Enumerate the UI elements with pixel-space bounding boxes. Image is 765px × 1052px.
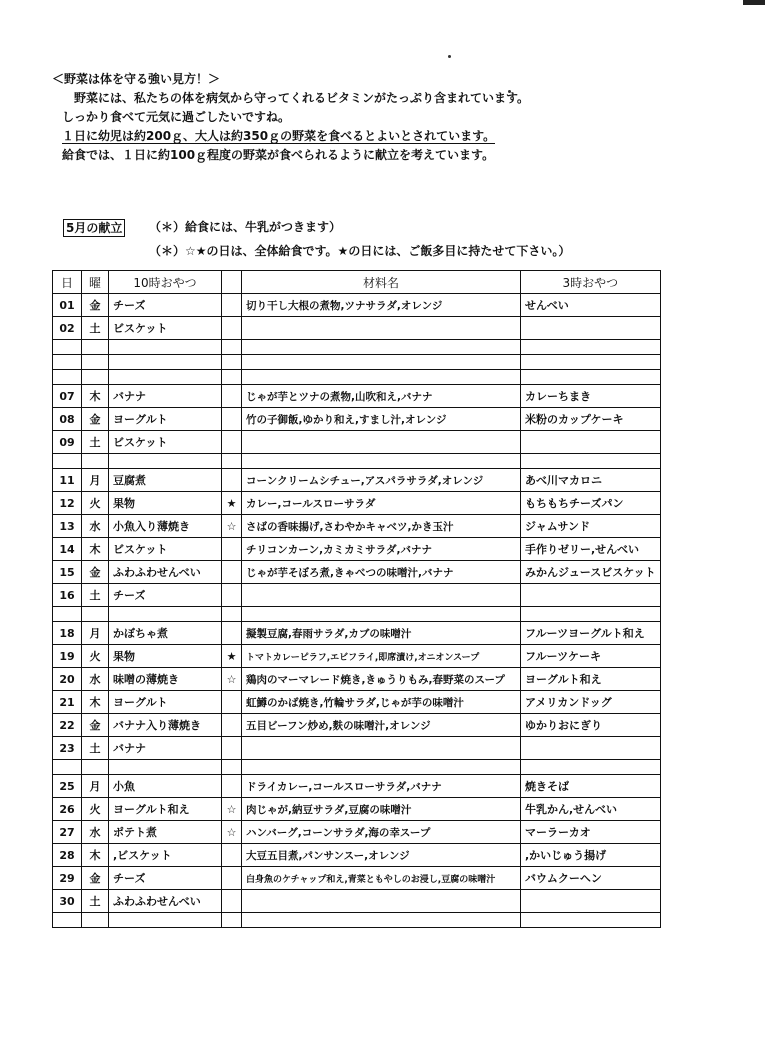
morning-snack-cell: チーズ — [109, 867, 222, 890]
star-cell — [222, 775, 242, 798]
morning-snack-cell — [109, 454, 222, 469]
afternoon-snack-cell — [521, 890, 661, 913]
morning-snack-cell — [109, 340, 222, 355]
weekday-cell: 月 — [82, 622, 109, 645]
star-cell: ☆ — [222, 821, 242, 844]
ingredients-cell: カレー,コールスローサラダ — [242, 492, 521, 515]
intro-section — [52, 70, 702, 165]
weekday-cell — [82, 913, 109, 928]
afternoon-snack-cell: 焼きそば — [521, 775, 661, 798]
star-cell — [222, 890, 242, 913]
afternoon-snack-cell: 牛乳かん,せんべい — [521, 798, 661, 821]
afternoon-snack-cell: 手作りゼリー,せんべい — [521, 538, 661, 561]
morning-snack-cell — [109, 370, 222, 385]
afternoon-snack-cell — [521, 370, 661, 385]
table-row — [53, 867, 661, 890]
morning-snack-cell: ビスケット — [109, 317, 222, 340]
weekday-cell: 火 — [82, 798, 109, 821]
star-cell — [222, 913, 242, 928]
star-cell — [222, 867, 242, 890]
header-morning-snack: 10時おやつ — [109, 271, 222, 294]
ingredients-cell: 鶏肉のマーマレード焼き,きゅうりもみ,春野菜のスープ — [242, 668, 521, 691]
afternoon-snack-cell — [521, 584, 661, 607]
day-cell — [53, 760, 82, 775]
afternoon-snack-cell: バウムクーヘン — [521, 867, 661, 890]
weekday-cell: 月 — [82, 469, 109, 492]
weekday-cell — [82, 607, 109, 622]
morning-snack-cell — [109, 355, 222, 370]
day-cell: 27 — [53, 821, 82, 844]
ingredients-cell: じゃが芋とツナの煮物,山吹和え,バナナ — [242, 385, 521, 408]
star-cell — [222, 760, 242, 775]
morning-snack-cell: バナナ — [109, 737, 222, 760]
afternoon-snack-cell: ヨーグルト和え — [521, 668, 661, 691]
menu-table — [52, 270, 661, 928]
afternoon-snack-cell: みかんジュースビスケット — [521, 561, 661, 584]
ingredients-cell — [242, 607, 521, 622]
table-row — [53, 622, 661, 645]
day-cell: 12 — [53, 492, 82, 515]
table-row — [53, 538, 661, 561]
afternoon-snack-cell — [521, 431, 661, 454]
star-cell: ☆ — [222, 515, 242, 538]
morning-snack-cell: ふわふわせんべい — [109, 561, 222, 584]
weekday-cell: 月 — [82, 775, 109, 798]
header-weekday: 曜 — [82, 271, 109, 294]
star-cell — [222, 714, 242, 737]
afternoon-snack-cell: フルーツヨーグルト和え — [521, 622, 661, 645]
day-cell: 01 — [53, 294, 82, 317]
ingredients-cell — [242, 737, 521, 760]
scan-speck — [448, 55, 451, 58]
day-cell — [53, 607, 82, 622]
morning-snack-cell: 果物 — [109, 492, 222, 515]
weekday-cell — [82, 760, 109, 775]
star-cell — [222, 408, 242, 431]
weekday-cell: 木 — [82, 691, 109, 714]
table-row — [53, 737, 661, 760]
day-cell — [53, 913, 82, 928]
afternoon-snack-cell — [521, 760, 661, 775]
day-cell — [53, 454, 82, 469]
ingredients-cell: チリコンカーン,カミカミサラダ,バナナ — [242, 538, 521, 561]
day-cell — [53, 340, 82, 355]
afternoon-snack-cell: せんべい — [521, 294, 661, 317]
header-star — [222, 271, 242, 294]
ingredients-cell: ドライカレー,コールスローサラダ,バナナ — [242, 775, 521, 798]
afternoon-snack-cell: マーラーカオ — [521, 821, 661, 844]
afternoon-snack-cell — [521, 340, 661, 355]
morning-snack-cell: 小魚入り薄焼き — [109, 515, 222, 538]
table-row — [53, 492, 661, 515]
star-cell — [222, 607, 242, 622]
weekday-cell: 土 — [82, 584, 109, 607]
ingredients-cell — [242, 317, 521, 340]
ingredients-cell: 擬製豆腐,春雨サラダ,カブの味噌汁 — [242, 622, 521, 645]
day-cell: 09 — [53, 431, 82, 454]
morning-snack-cell: チーズ — [109, 294, 222, 317]
star-cell — [222, 561, 242, 584]
star-cell — [222, 385, 242, 408]
ingredients-cell — [242, 584, 521, 607]
star-cell — [222, 454, 242, 469]
star-cell: ★ — [222, 645, 242, 668]
morning-snack-cell — [109, 913, 222, 928]
afternoon-snack-cell: アメリカンドッグ — [521, 691, 661, 714]
weekday-cell — [82, 370, 109, 385]
header-ingredients: 材料名 — [242, 271, 521, 294]
star-cell: ☆ — [222, 668, 242, 691]
ingredients-cell — [242, 355, 521, 370]
ingredients-cell — [242, 431, 521, 454]
star-cell — [222, 737, 242, 760]
day-cell: 25 — [53, 775, 82, 798]
table-row — [53, 469, 661, 492]
weekday-cell: 木 — [82, 385, 109, 408]
day-cell: 28 — [53, 844, 82, 867]
day-cell: 26 — [53, 798, 82, 821]
ingredients-cell: 切り干し大根の煮物,ツナサラダ,オレンジ — [242, 294, 521, 317]
star-cell: ★ — [222, 492, 242, 515]
day-cell: 08 — [53, 408, 82, 431]
table-row — [53, 821, 661, 844]
weekday-cell: 金 — [82, 867, 109, 890]
ingredients-cell — [242, 370, 521, 385]
day-cell: 29 — [53, 867, 82, 890]
weekday-cell: 木 — [82, 538, 109, 561]
table-row — [53, 691, 661, 714]
star-cell — [222, 691, 242, 714]
ingredients-cell: トマトカレーピラフ,エビフライ,即席漬け,オニオンスープ — [242, 645, 521, 668]
table-row — [53, 431, 661, 454]
afternoon-snack-cell: カレーちまき — [521, 385, 661, 408]
morning-snack-cell: バナナ入り薄焼き — [109, 714, 222, 737]
table-row — [53, 645, 661, 668]
ingredients-cell — [242, 913, 521, 928]
star-cell — [222, 469, 242, 492]
weekday-cell: 土 — [82, 431, 109, 454]
morning-snack-cell: かぼちゃ煮 — [109, 622, 222, 645]
ingredients-cell: じゃが芋そぼろ煮,きゃべつの味噌汁,バナナ — [242, 561, 521, 584]
table-row — [53, 890, 661, 913]
table-spacer-row — [53, 355, 661, 370]
intro-title: ＜野菜は体を守る強い見方！＞ — [52, 72, 221, 86]
morning-snack-cell: ふわふわせんべい — [109, 890, 222, 913]
table-spacer-row — [53, 370, 661, 385]
weekday-cell: 金 — [82, 408, 109, 431]
weekday-cell: 土 — [82, 317, 109, 340]
table-row — [53, 844, 661, 867]
day-cell: 20 — [53, 668, 82, 691]
table-spacer-row — [53, 340, 661, 355]
weekday-cell: 水 — [82, 515, 109, 538]
day-cell — [53, 370, 82, 385]
star-cell — [222, 370, 242, 385]
morning-snack-cell: 豆腐煮 — [109, 469, 222, 492]
weekday-cell: 金 — [82, 561, 109, 584]
ingredients-cell: 肉じゃが,納豆サラダ,豆腐の味噌汁 — [242, 798, 521, 821]
milk-note: （＊）給食には、牛乳がつきます） — [149, 220, 342, 234]
day-cell — [53, 355, 82, 370]
afternoon-snack-cell: ゆかりおにぎり — [521, 714, 661, 737]
ingredients-cell: さばの香味揚げ,さわやかキャベツ,かき玉汁 — [242, 515, 521, 538]
table-row — [53, 317, 661, 340]
day-cell: 21 — [53, 691, 82, 714]
star-cell — [222, 340, 242, 355]
morning-snack-cell: ビスケット — [109, 538, 222, 561]
afternoon-snack-cell: ジャムサンド — [521, 515, 661, 538]
weekday-cell: 水 — [82, 668, 109, 691]
table-spacer-row — [53, 913, 661, 928]
ingredients-cell: 虹鱒のかば焼き,竹輪サラダ,じゃが芋の味噌汁 — [242, 691, 521, 714]
table-row — [53, 408, 661, 431]
weekday-cell: 火 — [82, 492, 109, 515]
star-cell — [222, 584, 242, 607]
afternoon-snack-cell — [521, 607, 661, 622]
afternoon-snack-cell — [521, 355, 661, 370]
weekday-cell: 火 — [82, 645, 109, 668]
afternoon-snack-cell: あべ川マカロニ — [521, 469, 661, 492]
menu-label: 5月の献立 — [63, 219, 125, 237]
weekday-cell — [82, 340, 109, 355]
star-note: （＊）☆★の日は、全体給食です。★の日には、ご飯多目に持たせて下さい。） — [149, 244, 571, 258]
table-spacer-row — [53, 454, 661, 469]
day-cell: 02 — [53, 317, 82, 340]
star-cell — [222, 844, 242, 867]
afternoon-snack-cell — [521, 913, 661, 928]
afternoon-snack-cell: ,かいじゅう揚げ — [521, 844, 661, 867]
table-row — [53, 294, 661, 317]
star-cell — [222, 622, 242, 645]
ingredients-cell: 五目ビーフン炒め,麩の味噌汁,オレンジ — [242, 714, 521, 737]
header-day: 日 — [53, 271, 82, 294]
table-row — [53, 798, 661, 821]
afternoon-snack-cell: もちもちチーズパン — [521, 492, 661, 515]
weekday-cell — [82, 355, 109, 370]
day-cell: 14 — [53, 538, 82, 561]
afternoon-snack-cell — [521, 317, 661, 340]
morning-snack-cell: 果物 — [109, 645, 222, 668]
morning-snack-cell: 小魚 — [109, 775, 222, 798]
day-cell: 15 — [53, 561, 82, 584]
table-row — [53, 775, 661, 798]
table-row — [53, 714, 661, 737]
table-row — [53, 385, 661, 408]
ingredients-cell: ハンバーグ,コーンサラダ,海の幸スープ — [242, 821, 521, 844]
weekday-cell — [82, 454, 109, 469]
weekday-cell: 土 — [82, 737, 109, 760]
weekday-cell: 金 — [82, 714, 109, 737]
intro-line-1: 野菜には、私たちの体を病気から守ってくれるビタミンがたっぷり含まれています。 — [74, 91, 530, 105]
ingredients-cell — [242, 454, 521, 469]
table-spacer-row — [53, 760, 661, 775]
day-cell: 30 — [53, 890, 82, 913]
morning-snack-cell: ビスケット — [109, 431, 222, 454]
ingredients-cell: 大豆五目煮,パンサンスー,オレンジ — [242, 844, 521, 867]
ingredients-cell: 白身魚のケチャップ和え,青菜ともやしのお浸し,豆腐の味噌汁 — [242, 867, 521, 890]
morning-snack-cell — [109, 760, 222, 775]
weekday-cell: 土 — [82, 890, 109, 913]
day-cell: 13 — [53, 515, 82, 538]
day-cell: 16 — [53, 584, 82, 607]
morning-snack-cell — [109, 607, 222, 622]
morning-snack-cell: 味噌の薄焼き — [109, 668, 222, 691]
morning-snack-cell: ヨーグルト — [109, 691, 222, 714]
afternoon-snack-cell — [521, 737, 661, 760]
star-cell: ☆ — [222, 798, 242, 821]
afternoon-snack-cell: フルーツケーキ — [521, 645, 661, 668]
afternoon-snack-cell: 米粉のカップケーキ — [521, 408, 661, 431]
day-cell: 11 — [53, 469, 82, 492]
day-cell: 22 — [53, 714, 82, 737]
intro-line-3: １日に幼児は約200ｇ、大人は約350ｇの野菜を食べるとよいとされています。 — [62, 129, 496, 143]
afternoon-snack-cell — [521, 454, 661, 469]
ingredients-cell — [242, 760, 521, 775]
scan-mark — [743, 0, 765, 5]
morning-snack-cell: ,ビスケット — [109, 844, 222, 867]
weekday-cell: 水 — [82, 821, 109, 844]
star-cell — [222, 355, 242, 370]
table-row — [53, 515, 661, 538]
star-cell — [222, 317, 242, 340]
morning-snack-cell: ポテト煮 — [109, 821, 222, 844]
day-cell: 19 — [53, 645, 82, 668]
table-row — [53, 561, 661, 584]
star-cell — [222, 538, 242, 561]
weekday-cell: 木 — [82, 844, 109, 867]
ingredients-cell: 竹の子御飯,ゆかり和え,すまし汁,オレンジ — [242, 408, 521, 431]
table-row — [53, 584, 661, 607]
star-cell — [222, 431, 242, 454]
intro-line-2: しっかり食べて元気に過ごしたいですね。 — [62, 110, 291, 124]
intro-line-4: 給食では、１日に約100ｇ程度の野菜が食べられるように献立を考えています。 — [62, 148, 495, 162]
star-cell — [222, 294, 242, 317]
header-afternoon-snack: 3時おやつ — [521, 271, 661, 294]
morning-snack-cell: ヨーグルト和え — [109, 798, 222, 821]
day-cell: 18 — [53, 622, 82, 645]
ingredients-cell: コーンクリームシチュー,アスパラサラダ,オレンジ — [242, 469, 521, 492]
day-cell: 23 — [53, 737, 82, 760]
day-cell: 07 — [53, 385, 82, 408]
table-spacer-row — [53, 607, 661, 622]
morning-snack-cell: チーズ — [109, 584, 222, 607]
morning-snack-cell: ヨーグルト — [109, 408, 222, 431]
ingredients-cell — [242, 340, 521, 355]
table-header-row — [53, 271, 661, 294]
table-row — [53, 668, 661, 691]
ingredients-cell — [242, 890, 521, 913]
morning-snack-cell: バナナ — [109, 385, 222, 408]
weekday-cell: 金 — [82, 294, 109, 317]
